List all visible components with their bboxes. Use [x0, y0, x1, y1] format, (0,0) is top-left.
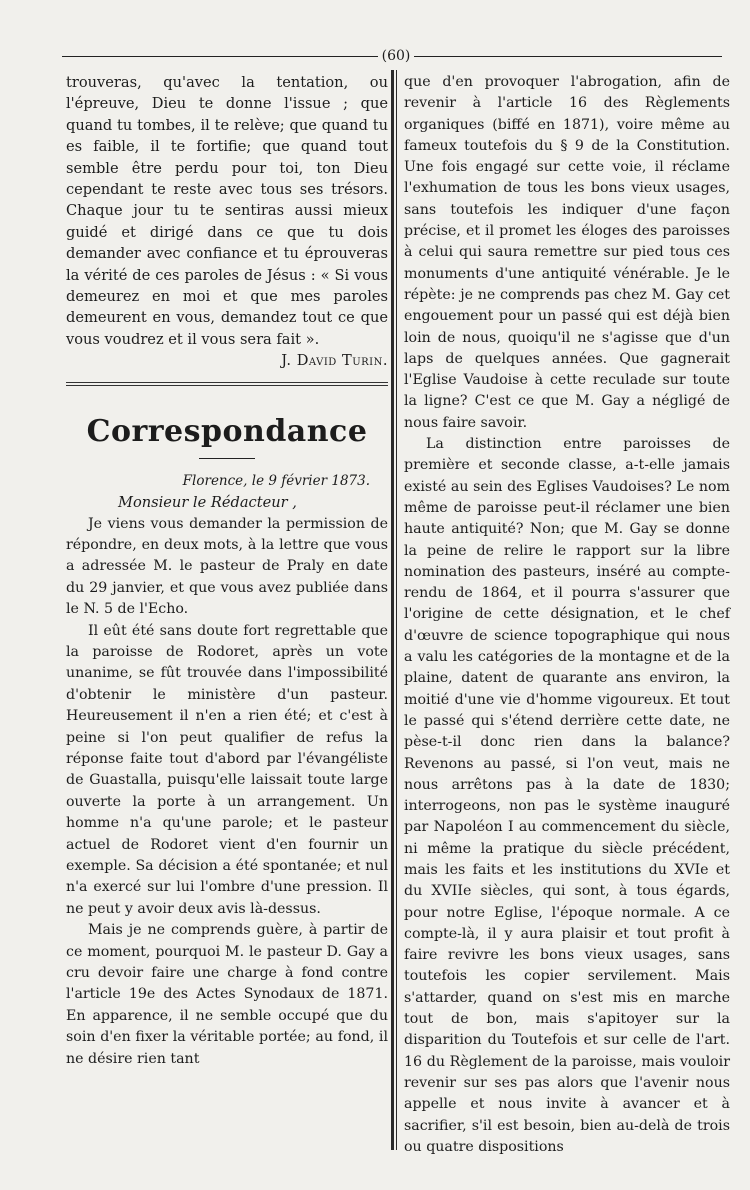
letter-paragraph-3: Mais je ne comprends guère, à partir de ce moment, pourquoi M. le pasteur D. Gay a cru devoir faire une charge à fond contre l'article 19e des Actes Synodaux de 1871. En apparence, il ne semble occupé que du soin d'en fixer la véritable portée; au fond, il ne désire rien tant: [66, 922, 388, 1067]
letter-paragraph-1: Je viens vous demander la permission de répondre, en deux mots, à la lettre que vous a adressée M. le pasteur de Praly en date du 29 janvier, et que vous avez publiée dans le N. 5 de l'Echo.: [66, 515, 388, 618]
title-dash: [199, 458, 255, 459]
section-title: Correspondance: [86, 413, 368, 449]
dateline: Florence, le 9 février 1873.: [182, 472, 370, 489]
column-divider: [391, 70, 394, 1150]
header-rule-right: [414, 56, 722, 57]
section-separator: [66, 382, 388, 386]
column-divider-thin: [396, 70, 397, 1150]
poem-text: trouveras, qu'avec la tentation, ou l'épreuve, Dieu te donne l'issue ; que quand tu tombes, il te relève; que quand tu es faible, il te fortifie; que quand tout semble être perdu pour toi, ton Dieu cependant te reste avec tous ses trésors. Chaque jour tu te sentiras aussi mieux guidé et dirigé dans ce que tu dois demander avec confiance et tu éprouveras la vérité de ces paroles de Jésus : « Si vous demeurez en moi et que mes paroles demeurent en vous, demandez tout ce que vous voudrez et il vous sera fait ».: [66, 74, 388, 348]
page-number: (60): [381, 48, 411, 64]
salutation: Monsieur le Rédacteur ,: [118, 494, 297, 512]
signature: [66, 350, 388, 371]
letter-paragraph-4: que d'en provoquer l'abrogation, afin de revenir à l'article 16 des Règlements organiques (biffé en 1871), voire même au fameux toutefois du § 9 de la Constitution. Une fois engagé sur cette voie, il réclame l'exhumation de tous les bons vieux usages, sans toutefois les indiquer d'une façon précise, et il promet les éloges des paroisses à celui qui saura remettre sur pied tous ces monuments d'une antiquité vénérable. Je le répète: je ne comprends pas chez M. Gay cet engouement pour un passé qui est déjà bien loin de nous, quoiqu'il ne s'agisse que d'un laps de quelques années. Que gagnerait l'Eglise Vaudoise à cette reculade sur toute la ligne? C'est ce que M. Gay a négligé de nous faire savoir.: [404, 74, 730, 431]
header-rule-left: [62, 56, 378, 57]
page-header: [62, 46, 722, 66]
right-column: [404, 72, 730, 1158]
letter-paragraph-2: Il eût été sans doute fort regrettable que la paroisse de Rodoret, après un vote unanime, se fût trouvée dans l'impossibilité d'obtenir le ministère d'un pasteur. Heureusement il n'en a rien été; et c'est à peine si l'on peut qualifier de refus la réponse faite tout d'abord par l'évangéliste de Guastalla, puisqu'elle laissait toute large ouverte la porte à un arrangement. Un homme n'a qu'une parole; et le pasteur actuel de Rodoret vient d'en fournir un exemple. Sa décision a été spontanée; et nul n'a exercé sur lui l'ombre d'une pression. Il ne peut y avoir deux avis là-dessus.: [66, 622, 388, 917]
letter-body-left: [66, 514, 388, 1071]
signature-text: J. David Turin.: [281, 352, 388, 370]
left-column: [66, 72, 388, 1070]
letter-paragraph-5: La distinction entre paroisses de première et seconde classe, a-t-elle jamais existé au sein des Eglises Vaudoises? Le nom même de paroisse peut-il réclamer une bien haute antiquité? Non; que M. Gay se donne la peine de relire le rapport sur la libre nomination des pasteurs, inséré au compte-rendu de 1864, et il pourra s'assurer que l'origine de cette désignation, et le chef d'œuvre de science topographique qui nous a valu les catégories de la montagne et de la plaine, datent de quarante ans environ, la moitié d'une vie d'homme vigoureux. Et tout le passé qui s'étend derrière cette date, ne pèse-t-il donc rien dans la balance? Revenons au passé, si l'on veut, mais ne nous arrêtons pas à la date de 1830; interrogeons, non pas le système inauguré par Napoléon I au commencement du siècle, ni même la pratique du siècle précédent, mais les faits et les institutions du XVIe et du XVIIe siècles, qui sont, à tous égards, pour notre Eglise, l'époque normale. A ce compte-là, il y aura plaisir et tout profit à faire revivre les bons vieux usages, sans toutefois les copier servilement. Mais s'attarder, quand on s'est mis en marche tout de bon, mais s'apitoyer sur la disparition du Toutefois et sur celle de l'art. 16 du Règlement de la paroisse, mais vouloir revenir sur ses pas alors que l'avenir nous appelle et nous invite à avancer et à sacrifier, s'il est besoin, bien au-delà de trois ou quatre dispositions: [404, 436, 730, 1155]
